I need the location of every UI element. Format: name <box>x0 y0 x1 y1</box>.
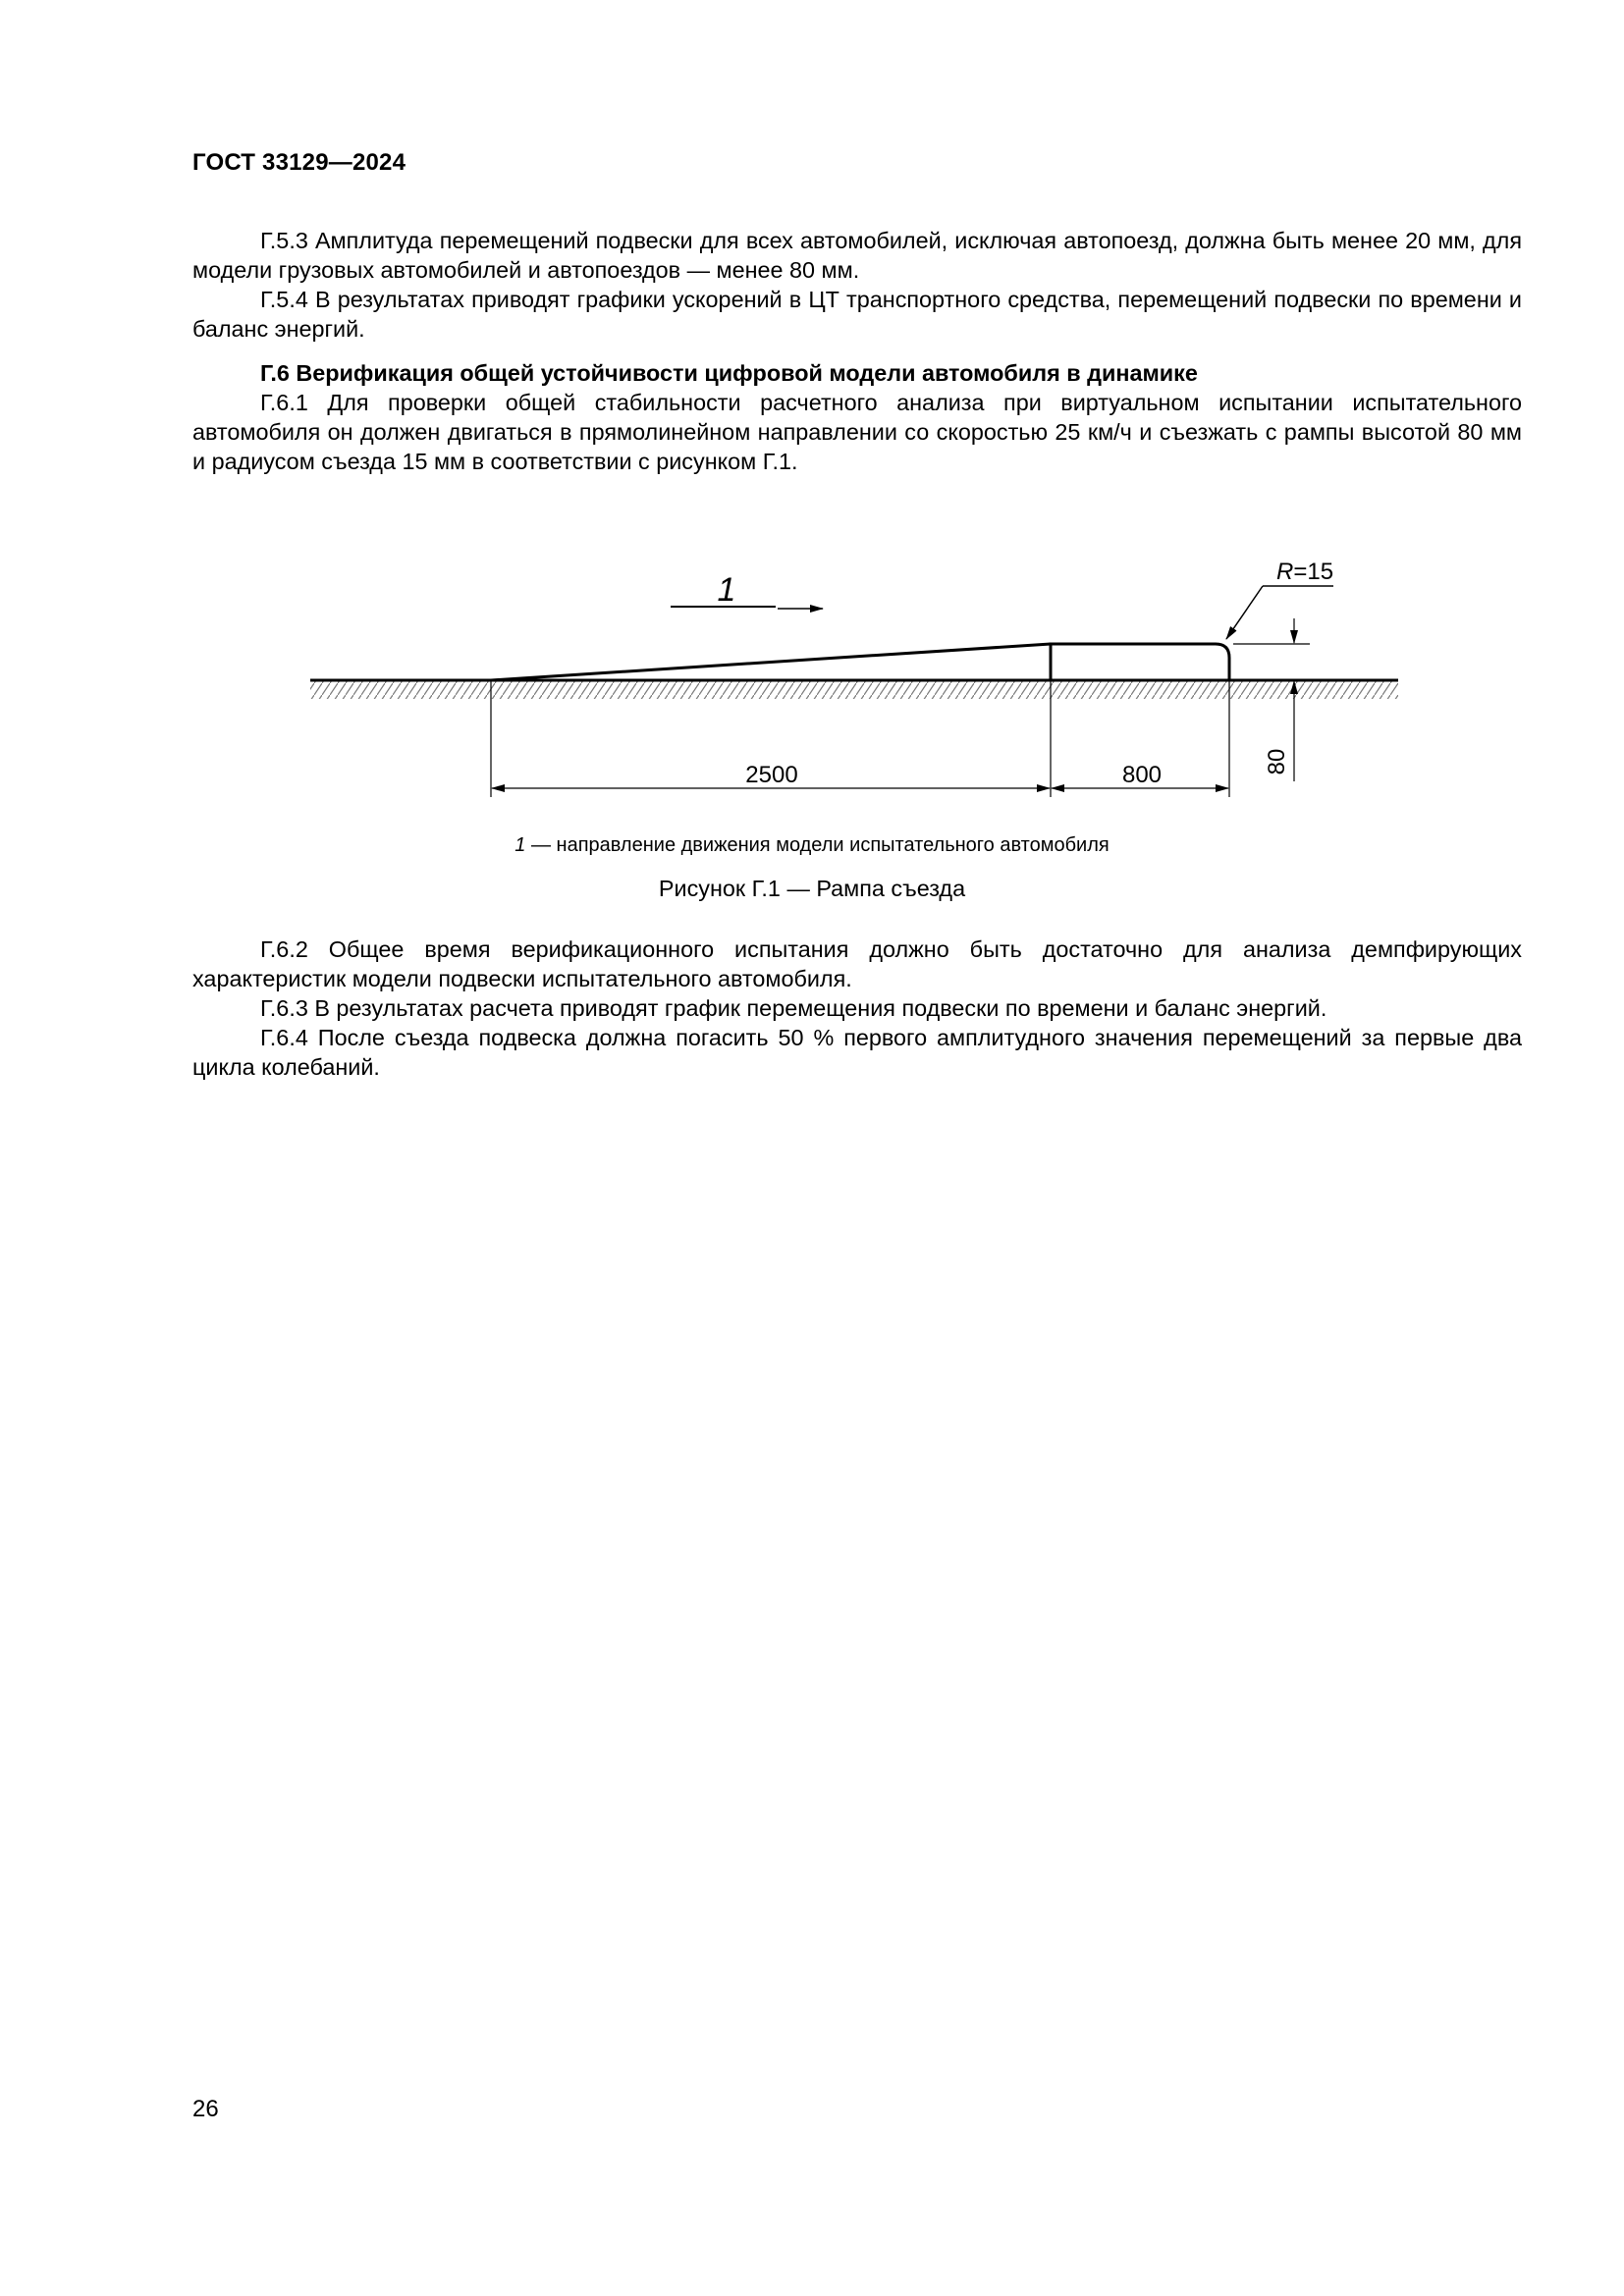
text-block-bottom <box>192 934 1522 1082</box>
paragraph-g53: Г.5.3 Амплитуда перемещений подвески для всех автомобилей, исключая автопоезд, должна быть менее 20 мм, для модели грузовых автомобилей и автопоездов — менее 80 мм. <box>192 228 1522 283</box>
section-heading-g6: Г.6 Верификация общей устойчивости цифровой модели автомобиля в динамике <box>260 360 1198 386</box>
ramp-slope <box>491 644 1051 680</box>
paragraph-g62: Г.6.2 Общее время верификационного испытания должно быть достаточно для анализа демпфирующих характеристик модели подвески испытательного автомобиля. <box>192 936 1522 991</box>
paragraph-g63: Г.6.3 В результатах расчета приводят график перемещения подвески по времени и баланс энергий. <box>260 995 1327 1021</box>
radius-label <box>1276 559 1333 585</box>
document-code-header: ГОСТ 33129—2024 <box>192 149 406 176</box>
legend-number: 1 <box>514 834 526 856</box>
page-number: 26 <box>192 2096 219 2122</box>
direction-arrow-label: 1 <box>717 571 736 609</box>
legend-text: — направление движения модели испытательного автомобиля <box>525 834 1110 856</box>
paragraph-g64: Г.6.4 После съезда подвеска должна погасить 50 % первого амплитудного значения перемещений за первые два цикла колебаний. <box>192 1025 1522 1080</box>
paragraph-g54: Г.5.4 В результатах приводят графики ускорений в ЦТ транспортного средства, перемещений подвески по времени и баланс энергий. <box>192 287 1522 342</box>
radius-leader-pointer <box>1226 586 1263 639</box>
figure-caption: Рисунок Г.1 — Рампа съезда <box>658 876 966 901</box>
text-block-top <box>192 226 1522 476</box>
height-dim-label: 80 <box>1264 748 1290 775</box>
radius-label-value: =15 <box>1293 559 1334 585</box>
ramp-platform <box>1051 644 1229 680</box>
ground-hatching <box>310 681 1398 699</box>
paragraph-g61: Г.6.1 Для проверки общей стабильности расчетного анализа при виртуальном испытании испытательного автомобиля он должен двигаться в прямолинейном направлении со скоростью 25 км/ч и съезжать с рампы высотой 80 мм и радиусом съезда 15 мм в соответствии с рисунком Г.1. <box>192 390 1522 474</box>
dim-ramp-length-label: 2500 <box>745 762 798 788</box>
figure-legend <box>0 834 1624 857</box>
radius-label-r: R <box>1276 559 1294 585</box>
dim-platform-length-label: 800 <box>1121 762 1163 788</box>
